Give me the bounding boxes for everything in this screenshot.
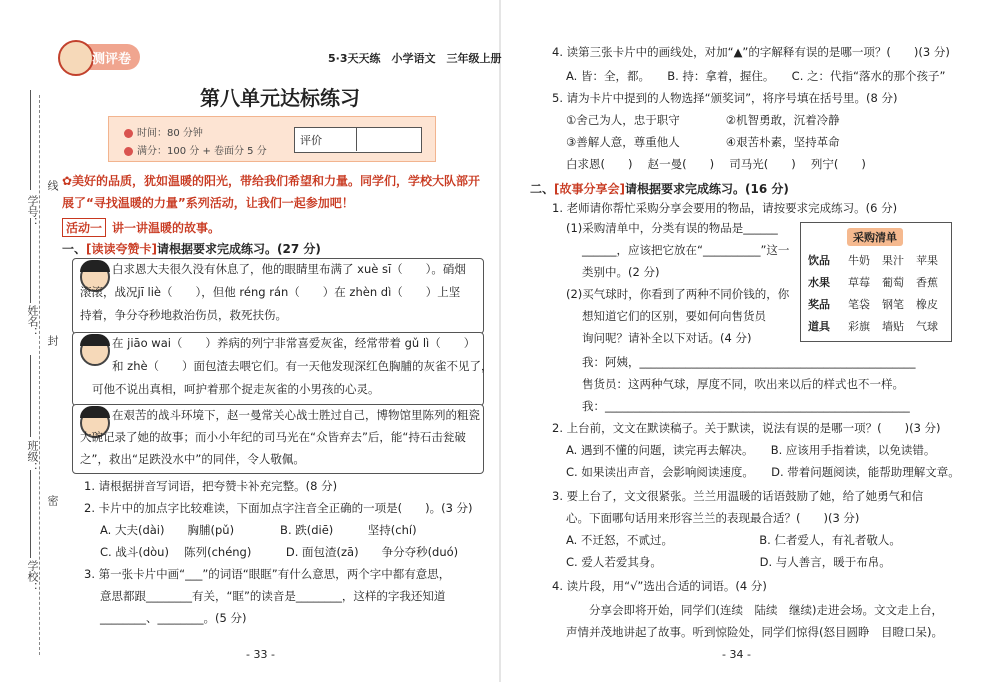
card3-line-2: 大碗记录了她的故事；而小小年纪的司马光在“众皆弃去”后，能“持石击瓮破 (80, 430, 466, 444)
page-title: 第八单元达标练习 (200, 86, 360, 110)
q1-3-line3[interactable]: ________、________。(5 分) (100, 611, 247, 625)
line-mark: 线 (46, 180, 59, 191)
name-field[interactable] (30, 218, 31, 303)
clock-icon (124, 129, 133, 138)
school-label: 学校： (26, 560, 39, 593)
q2-1-1[interactable]: (1)采购清单中，分类有误的物品是______ (566, 221, 778, 235)
name-label: 姓名： (26, 305, 39, 338)
q2-1-2c: 询问呢？请补全以下对话。(4 分) (582, 331, 752, 345)
q2-2-optA[interactable]: A. 遇到不懂的问题，读完再去解决。 B. 应该用手指着读，以免读错。 (566, 443, 936, 457)
section-1-heading: 一、[读读夸赞卡]请根据要求完成练习。(27 分) (62, 242, 321, 256)
q2-3-optA[interactable]: A. 不迁怒，不贰过。 B. 仁者爱人，有礼者敬人。 (566, 533, 901, 547)
card2-line-3: 可他不说出真相，呵护着那个捉走灰雀的小男孩的心灵。 (92, 382, 380, 396)
check-icon (124, 147, 133, 156)
shop-row-props: 道具 彩旗 墙贴 气球 (808, 320, 938, 333)
page-number-right: - 34 - (722, 648, 751, 661)
school-field[interactable] (30, 470, 31, 558)
q1-4-options[interactable]: A. 皆：全，都。 B. 持：拿着，握住。 C. 之：代指“落水的那个孩子” (566, 69, 946, 83)
q2-3-optC[interactable]: C. 爱人若爱其身。 D. 与人善言，暖于布帛。 (566, 555, 891, 569)
class-field[interactable] (30, 355, 31, 437)
q1-5: 5. 请为卡片中提到的人物选择“颁奖词”，将序号填在括号里。(8 分) (552, 91, 898, 105)
badge-label: 测评卷 (92, 52, 132, 67)
section-2-heading: 二、[故事分享会]请根据要求完成练习。(16 分) (530, 182, 789, 196)
page-divider (499, 0, 501, 682)
q1-2-optA[interactable]: A. 大夫(dài) 胸脯(pǔ) B. 跌(diē) 坚持(chí) (100, 523, 417, 537)
dialog-me-2[interactable]: 我：_____________________________________________________ (582, 399, 910, 413)
q1-2-optC[interactable]: C. 战斗(dòu) 陈列(chéng) D. 面包渣(zā) 争分夺秒(duó) (100, 545, 459, 559)
eval-label: 评价 (300, 134, 322, 147)
q2-4: 4. 读片段，用“√”选出合适的词语。(4 分) (552, 579, 767, 593)
q1-5-opts-1: ①舍己为人，忠于职守 ②机智勇敢，沉着冷静 (566, 113, 840, 127)
shop-row-fruit: 水果 草莓 葡萄 香蕉 (808, 276, 938, 289)
student-id-label: 学号： (26, 195, 39, 228)
card2-line-1: 在 jiāo wai（ ）养病的列宁非常喜爱灰雀，经常带着 gǔ lì（ ） (112, 336, 476, 350)
q1-3-line2[interactable]: 意思都跟________有关，“眶”的读音是________，这样的字我还知道 (100, 589, 446, 603)
intro-line-2: 展了“寻找温暖的力量”系列活动，让我们一起参加吧！ (62, 196, 354, 210)
q2-4-passage-1[interactable]: 分享会即将开始，同学们(连续 陆续 继续)走进会场。文文走上台， (566, 603, 943, 617)
page-number-left: - 33 - (246, 648, 275, 661)
q2-3: 3. 要上台了，文文很紧张。兰兰用温暖的话语鼓励了她，给了她勇气和信 (552, 489, 924, 503)
dialog-clerk: 售货员：这两种气球，厚度不同，吹出来以后的样式也不一样。 (582, 377, 904, 391)
q2-4-passage-2[interactable]: 声情并茂地讲起了故事。听到惊险处，同学们惊得(怒目圆睁 目瞪口呆)。 (566, 625, 943, 639)
class-label: 班级： (26, 440, 39, 473)
series-label: 5·3天天练 小学语文 三年级上册 (328, 52, 502, 65)
q2-2: 2. 上台前，文文在默读稿子。关于默读，说法有误的是哪一项？( )(3 分) (552, 421, 941, 435)
card1-line-3: 持着，争分夺秒地救治伤员，救死扶伤。 (80, 308, 287, 322)
q1-4: 4. 读第三张卡片中的画线处，对加“▲”的字解释有误的是哪一项？( )(3 分) (552, 45, 950, 59)
shop-row-drinks: 饮品 牛奶 果汁 苹果 (808, 254, 938, 267)
card1-line-2: 滚滚，战况jī liè（ ），但他 réng rán（ ）在 zhèn dì（ ）上坚 (80, 285, 461, 299)
q1-5-opts-2: ③善解人意，尊重他人 ④艰苦朴素，坚持革命 (566, 135, 840, 149)
dialog-me-1[interactable]: 我：阿姨，________________________________________________ (582, 355, 916, 369)
q2-1-1b[interactable]: ______，应该把它放在“__________”这一 (582, 243, 790, 257)
q2-3-line2: 心。下面哪句话用来形容兰兰的表现最合适？( )(3 分) (566, 511, 860, 525)
q1-1: 1. 请根据拼音写词语，把夸赞卡补充完整。(8 分) (84, 479, 338, 493)
student-id-field[interactable] (30, 90, 31, 190)
card1-line-1: 白求恩大夫很久没有休息了，他的眼睛里布满了 xuè sī（ ）。硝烟 (112, 262, 466, 276)
q1-5-answers[interactable]: 白求恩( ) 赵一曼( ) 司马光( ) 列宁( ) (566, 157, 866, 171)
card3-line-3: 之”，救出“足跌没水中”的同伴，令人敬佩。 (80, 452, 305, 466)
q1-3: 3. 第一张卡片中画“___”的词语“眼眶”有什么意思，两个字中都有意思， (84, 567, 451, 581)
card3-line-1: 在艰苦的战斗环境下，赵一曼常关心战士胜过自己，博物馆里陈列的粗瓷 (112, 408, 480, 422)
card2-line-2: 和 zhè（ ）面包渣去喂它们。有一天他发现深红色胸脯的灰雀不见了， (112, 359, 493, 373)
q2-1-2: (2)买气球时，你看到了两种不同价钱的，你 (566, 287, 790, 301)
shopping-list-title: 采购清单 (847, 228, 903, 246)
girl-avatar-icon (80, 336, 110, 366)
time-info: 时间：80 分钟 (124, 124, 203, 139)
score-info: 满分：100 分 + 卷面分 5 分 (124, 142, 267, 157)
intro-line-1: ✿美好的品质，犹如温暖的阳光，带给我们希望和力量。同学们，学校大队部开 (62, 174, 481, 188)
eval-separator (356, 127, 357, 151)
q2-1: 1. 老师请你帮忙采购分享会要用的物品，请按要求完成练习。(6 分) (552, 201, 898, 215)
seal-mark: 封 (46, 335, 59, 346)
mascot-icon (58, 40, 94, 76)
dense-mark: 密 (46, 495, 59, 506)
activity-heading: 活动一 讲一讲温暖的故事。 (62, 218, 220, 237)
q2-1-1c: 类别中。(2 分) (582, 265, 660, 279)
q2-1-2b: 想知道它们的区别，要如何向售货员 (582, 309, 766, 323)
q2-2-optC[interactable]: C. 如果读出声音，会影响阅读速度。 D. 带着问题阅读，能帮助理解文章。 (566, 465, 960, 479)
q1-2: 2. 卡片中的加点字比较难读，下面加点字注音全正确的一项是( )。(3 分) (84, 501, 473, 515)
shop-row-prizes: 奖品 笔袋 钢笔 橡皮 (808, 298, 938, 311)
